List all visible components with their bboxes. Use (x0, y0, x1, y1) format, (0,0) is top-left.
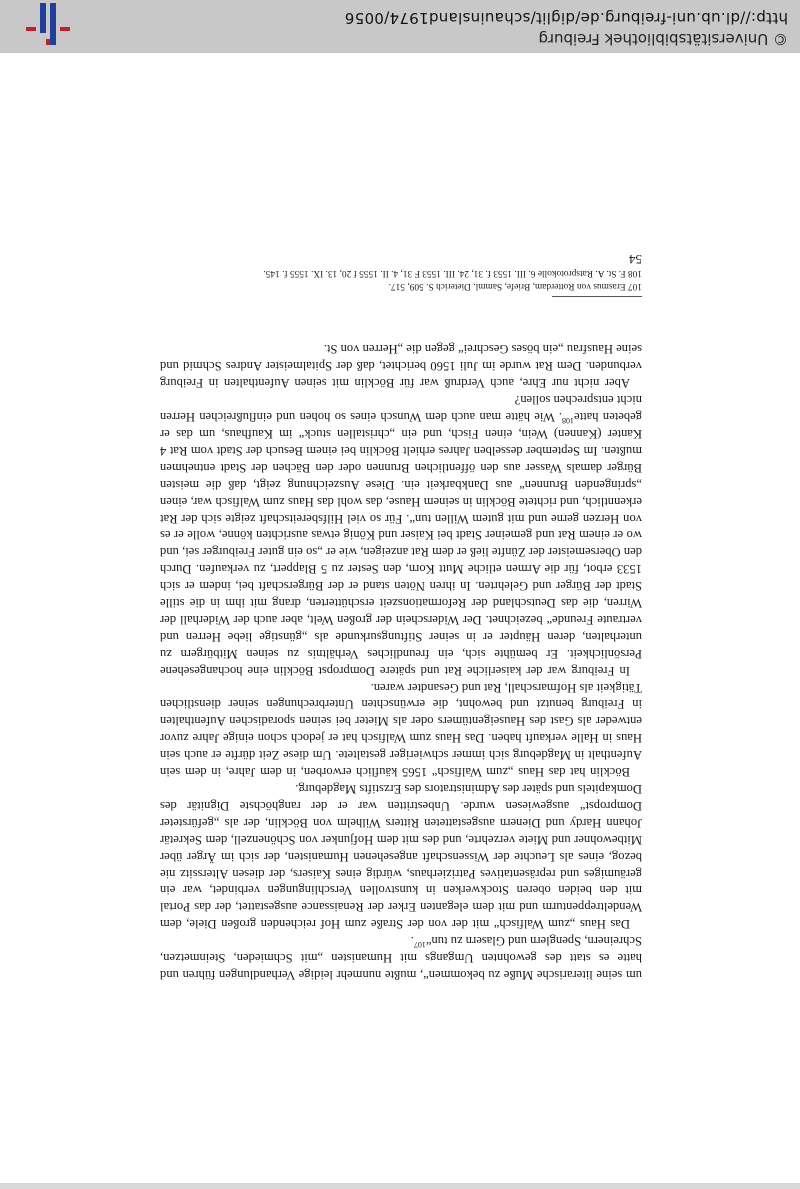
ub-freiburg-logo-icon[interactable] (26, 3, 70, 45)
footnotes (160, 267, 642, 292)
logo-red-right (26, 27, 36, 31)
logo-bar-right (40, 3, 46, 33)
paragraph: In Freiburg war der kaiserliche Rat und spätere Dompropst Böcklin eine hochangesehene Persönlichkeit. Er bemühte sich, ein freundliches Verhältnis zu seinen Mitbürgern zu unterhalten, deren Häupter er in seiner Stiftungsurkunde als „günstige liebe Herren und vertraute Freunde“ bezeichnet. Der Widerschein der großen Welt, aber auch der Widerhall der Wirren, die das Deutschland der Reformationszeit erschütterten, drang mit ihm in die stille Stadt der Bürger und Gelehrten. In ihren Nöten stand er der Bürgerschaft bei, indem er sich 1533 erbot, für die Armen etliche Mutt Korn, den Sester zu 5 Blappert, zu verkaufen. Durch den Obersemeister der Zünfte ließ er dem Rat anzeigen, wie er „so ein guter Freiburger sei, und wo er einem Rat und gemeiner Stadt bei Kaiser und König etwas ausrichten könne, wolle er es von Herzen gerne und mit gutem Willen tun“. Für so viel Hilfsbereitschaft zeigte sich der Rat erkenntlich, und richtete Böcklin in seinem Hause, das wohl das Haus zum Walfisch war, einen „springenden Brunnen“ aus Dankbarkeit ein. Diese Auszeichnung zeigt, daß die meisten Bürger damals Wasser aus den öffentlichen Brunnen oder den Bächen der Stadt entnehmen mußten. Im September desselben Jahres erhielt Böcklin bei einem Besuch der Stadt vom Rat 4 Kanter (Kannen) Wein, einen Fisch, und ein „christallen stuck“ im Kaufhaus, um das er gebeten hatte$^{108}$. Wie hätte man auch dem Wunsch eines so hohen und einflußreichen Herren nicht entsprechen sollen? (160, 393, 642, 678)
logo-red-left (60, 27, 70, 31)
page-number: 54 (629, 252, 642, 267)
logo-red-top (46, 39, 50, 45)
paragraph: Böcklin hat das Haus „zum Walfisch“ 1565 käuflich erworben, in dem Jahre, in dem sein Aufenthalt in Magdeburg sich immer schwieriger gestaltete. Um diese Zeit dürfte er auch sein Haus in Halle verkauft haben. Das Haus zum Walfisch hat er jedoch schon einige Jahre zuvor entweder als Gast des Hauseigentümers oder als Mieter bei seinen sporadischen Aufenthalten in Freiburg benutzt und bewohnt, die erwünschten Unterbrechungen seiner dienstlichen Tätigkeit als Hofmarschall, Rat und Gesandter waren. (160, 680, 642, 780)
logo-bar-left (50, 3, 56, 45)
copyright-notice: © Universitätsbibliothek Freiburg (538, 30, 788, 48)
footnote-ref[interactable]: 107 (413, 940, 426, 950)
footnote: 108 F. St. A. Ratsprotokolle 6. III. 1553 f. 31, 24. III. 1553 F 31, 4. II. 1555 f 20, 13. IX. 1555 f. 145. (263, 268, 642, 279)
body-text (160, 341, 642, 983)
paragraph: um seine literarische Muße zu bekommen“, mußte nunmehr leidige Verhandlungen führen und hatte es statt des gewohnten Umgangs mit Humanisten „mit Schmieden, Steinmetzen, Schreinern, Spenglern und Glasern zu tun“$^{107}$. (160, 934, 642, 982)
permalink-url[interactable]: http://dl.ub.uni-freiburg.de/diglit/schauinsland1974/0056 (344, 9, 788, 27)
footnote-divider (552, 296, 642, 297)
footnote: 107 Erasmus von Rotterdam, Briefe, Samml. Dieterich S. 509, 517. (388, 281, 642, 291)
document-page (0, 53, 800, 1189)
paragraph: Das Haus „zum Walfisch“ mit der von der Straße zum Hof reichenden großen Diele, dem Wendeltreppenturm und mit dem eleganten Erker der Renaissance ausgestattet, der das Portal mit den beiden oberen Stockwerken in kunstvollen Verschlingungen verbindet, war ein geräumiges und repräsentatives Patrizierhaus, würdig eines Kaisers, der diesen Alterssitz nie bezog, eines als Leuchte der Wissenschaft angesehenen Humanisten, der sich im Ärger über Mitbewohner und Miete verzehrte, und des mit dem Hofjunker von Schönenzell, dem Sekretär Johann Hardy und Dienern ausgestatteten Ritters Wilhelm von Böcklin, der als „gefürsteter Dompropst“ ausgewiesen wurde. Unbestritten war er der ranghöchste Dignitär des Domkapitels und später des Administrators des Erzstifts Magdeburg. (160, 782, 642, 932)
paragraph: Aber nicht nur Ehre, auch Verdruß war für Böcklin mit seinen Aufenthalten in Freiburg verbunden. Dem Rat wurde im Juli 1560 berichtet, daß der Spitalmeister Andres Schmid und seine Hausfrau „ein böses Geschrei“ gegen die „Herren von St. (160, 342, 642, 391)
footnote-ref[interactable]: 108 (562, 416, 575, 426)
